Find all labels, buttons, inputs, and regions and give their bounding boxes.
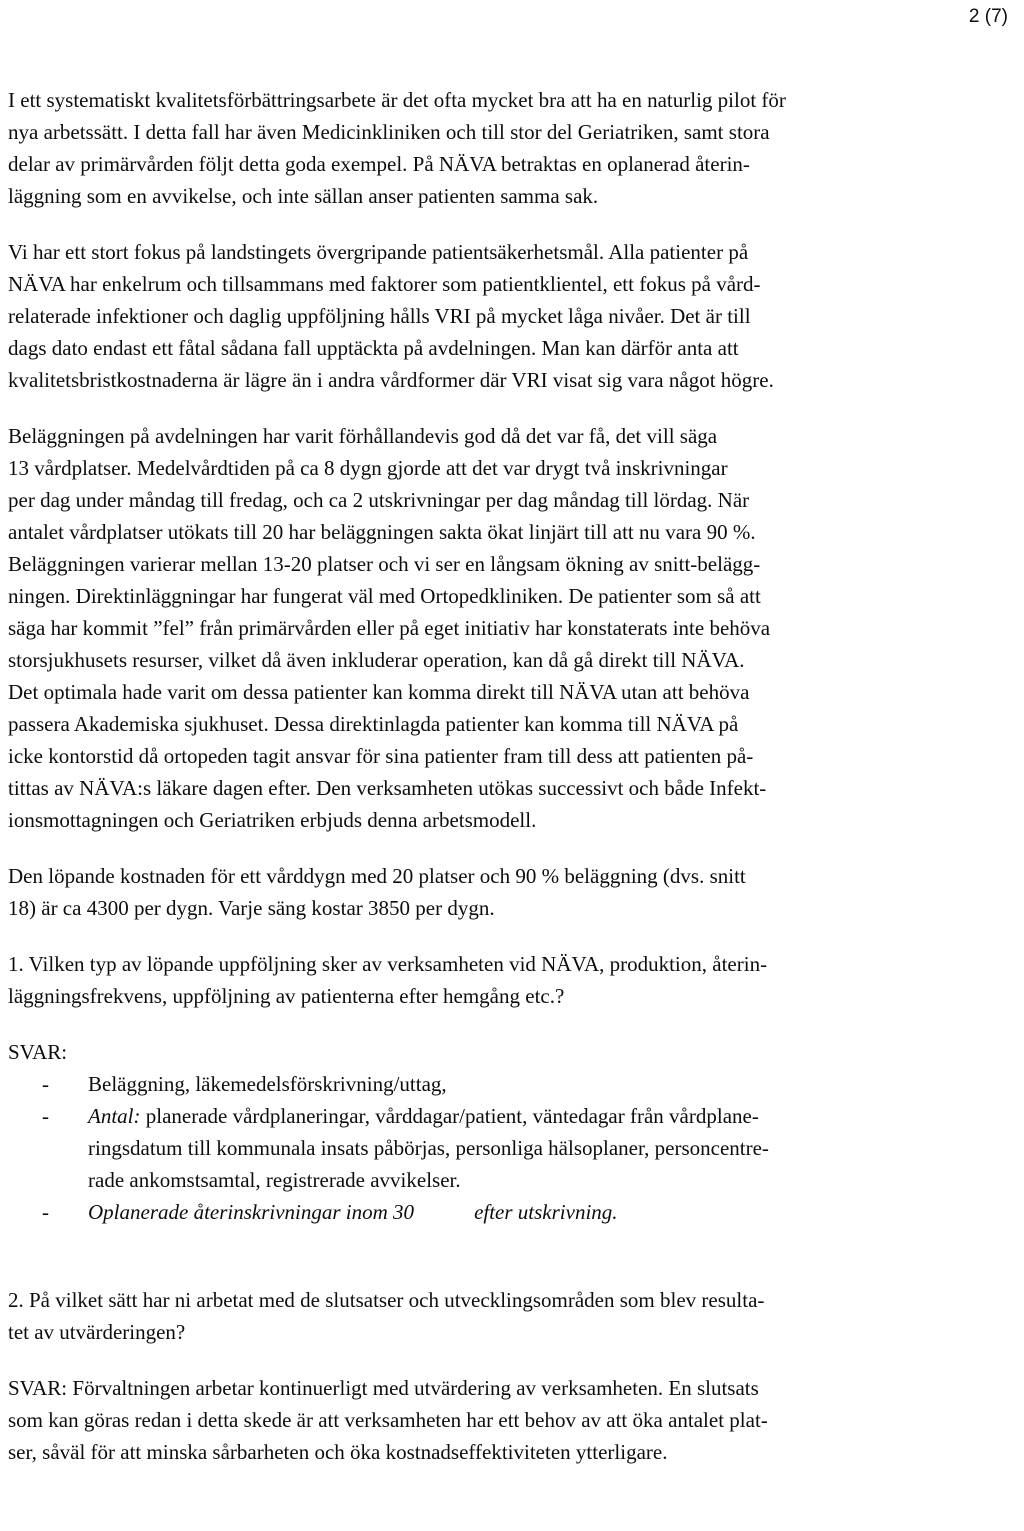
- text-line: [88, 1196, 1014, 1228]
- document-body: [8, 84, 1014, 1492]
- spacer: [8, 1228, 1014, 1284]
- text-line: storsjukhusets resurser, vilket då även inkluderar operation, kan då gå direkt till NÄVA.: [8, 648, 745, 672]
- text-line: delar av primärvården följt detta goda exempel. På NÄVA betraktas en oplanerad återin-: [8, 152, 750, 176]
- paragraph-pilot: [8, 84, 1014, 212]
- text-line: antalet vårdplatser utökats till 20 har beläggningen sakta ökat linjärt till att nu vara 90 %.: [8, 520, 756, 544]
- text-line: nya arbetssätt. I detta fall har även Medicinkliniken och till stor del Geriatriken, samt stora: [8, 120, 770, 144]
- text-run: Förvaltningen arbetar kontinuerligt med utvärdering av verksamheten. En slutsats: [67, 1376, 759, 1400]
- answer-2: [8, 1372, 1014, 1468]
- text-line: 2. På vilket sätt har ni arbetat med de slutsatser och utvecklingsområden som blev resulta-: [8, 1288, 765, 1312]
- text-line: 1. Vilken typ av löpande uppföljning sker av verksamheten vid NÄVA, produktion, återin-: [8, 952, 768, 976]
- text-line: säga har kommit ”fel” från primärvården eller på eget initiativ har konstaterats inte behöva: [8, 616, 771, 640]
- text-line: I ett systematiskt kvalitetsförbättringsarbete är det ofta mycket bra att ha en naturlig pilot för: [8, 88, 786, 112]
- answer-label: SVAR:: [8, 1040, 68, 1064]
- text-line: icke kontorstid då ortopeden tagit ansvar för sina patienter fram till dess att patienten på-: [8, 744, 754, 768]
- text-run: planerade vårdplaneringar, vårddagar/patient, väntedagar från vårdplane-: [140, 1104, 759, 1128]
- text-line: Beläggningen på avdelningen har varit förhållandevis god då det var få, det vill säga: [8, 424, 718, 448]
- paragraph-occupancy: [8, 420, 1014, 836]
- text-line: läggningsfrekvens, uppföljning av patienterna efter hemgång etc.?: [8, 984, 565, 1008]
- answer-1: [8, 1036, 1014, 1228]
- bullet-dash: -: [42, 1072, 49, 1096]
- italic-label: Antal:: [88, 1104, 141, 1128]
- text-line: 13 vårdplatser. Medelvårdtiden på ca 8 dygn gjorde att det var drygt två inskrivningar: [8, 456, 728, 480]
- text-run: Oplanerade återinskrivningar inom 30: [88, 1200, 415, 1224]
- text-line: Beläggning, läkemedelsförskrivning/uttag,: [88, 1072, 447, 1096]
- text-line: Det optimala hade varit om dessa patienter kan komma direkt till NÄVA utan att behöva: [8, 680, 750, 704]
- text-line: rade ankomstsamtal, registrerade avvikelser.: [88, 1168, 461, 1192]
- text-run: efter utskrivning.: [474, 1200, 618, 1224]
- text-line: Den löpande kostnaden för ett vårddygn med 20 platser och 90 % beläggning (dvs. snitt: [8, 864, 746, 888]
- bullet-dash: -: [42, 1200, 49, 1224]
- text-line: tet av utvärderingen?: [8, 1320, 186, 1344]
- text-line: ser, såväl för att minska sårbarheten och öka kostnadseffektiviteten ytterligare.: [8, 1440, 668, 1464]
- text-line: per dag under måndag till fredag, och ca 2 utskrivningar per dag måndag till lördag. När: [8, 488, 750, 512]
- text-line: kvalitetsbristkostnaderna är lägre än i andra vårdformer där VRI visat sig vara något högre.: [8, 368, 774, 392]
- bullet-dash: -: [42, 1104, 49, 1128]
- text-line: [8, 1372, 1014, 1404]
- text-line: passera Akademiska sjukhuset. Dessa direktinlagda patienter kan komma till NÄVA på: [8, 712, 739, 736]
- text-line: läggning som en avvikelse, och inte sällan anser patienten samma sak.: [8, 184, 599, 208]
- text-line: dags dato endast ett fåtal sådana fall upptäckta på avdelningen. Man kan därför anta att: [8, 336, 739, 360]
- paragraph-cost: [8, 860, 1014, 924]
- list-item: [8, 1100, 1014, 1196]
- question-2: [8, 1284, 1014, 1348]
- text-line: ionsmottagningen och Geriatriken erbjuds denna arbetsmodell.: [8, 808, 537, 832]
- text-line: NÄVA har enkelrum och tillsammans med faktorer som patientklientel, ett fokus på vård-: [8, 272, 761, 296]
- text-line: [88, 1100, 1014, 1132]
- page-number: 2 (7): [968, 6, 1008, 27]
- text-line: ningen. Direktinläggningar har fungerat väl med Ortopedkliniken. De patienter som så att: [8, 584, 761, 608]
- text-line: Beläggningen varierar mellan 13-20 platser och vi ser en långsam ökning av snitt-belägg-: [8, 552, 761, 576]
- list-item: [8, 1196, 1014, 1228]
- text-line: tittas av NÄVA:s läkare dagen efter. Den verksamheten utökas successivt och både Infekt-: [8, 776, 767, 800]
- question-1: [8, 948, 1014, 1012]
- text-line: ringsdatum till kommunala insats påbörjas, personliga hälsoplaner, personcentre-: [88, 1136, 769, 1160]
- list-item: [8, 1068, 1014, 1100]
- text-line: som kan göras redan i detta skede är att verksamheten har ett behov av att öka antalet plat-: [8, 1408, 768, 1432]
- paragraph-patient-safety: [8, 236, 1014, 396]
- answer-list: [8, 1068, 1014, 1228]
- answer-label: SVAR:: [8, 1376, 68, 1400]
- text-line: relaterade infektioner och daglig uppföljning hålls VRI på mycket låga nivåer. Det är till: [8, 304, 751, 328]
- text-line: 18) är ca 4300 per dygn. Varje säng kostar 3850 per dygn.: [8, 896, 495, 920]
- text-line: Vi har ett stort fokus på landstingets övergripande patientsäkerhetsmål. Alla patienter på: [8, 240, 749, 264]
